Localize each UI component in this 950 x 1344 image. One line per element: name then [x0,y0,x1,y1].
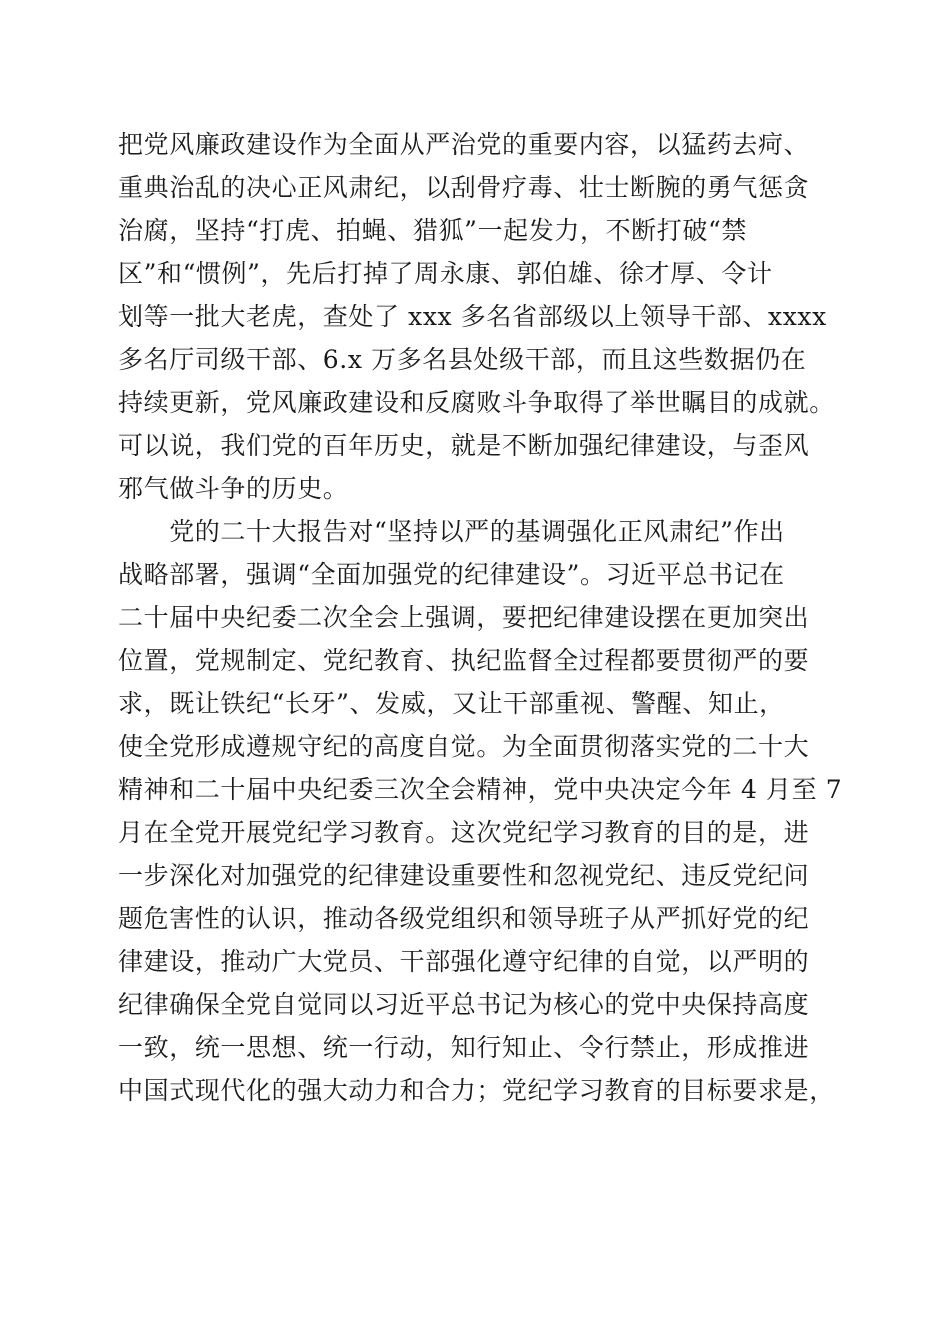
text-line: 求，既让铁纪“长牙”、发威，又让干部重视、警醒、知止， [118,689,785,718]
text-line: 划等一批大老虎，查处了 xxx 多名省部级以上领导干部、xxxx [118,302,827,331]
text-line: 精神和二十届中央纪委三次全会精神，党中央决定今年 4 月至 7 [118,775,843,804]
paragraph-2 [118,510,843,1112]
text-line: 月在全党开展党纪学习教育。这次党纪学习教育的目的是，进 [118,818,810,847]
paragraph-1 [118,123,838,510]
text-line: 纪律确保全党自觉同以习近平总书记为核心的党中央保持高度 [118,990,810,1019]
text-line: 一致，统一思想、统一行动，知行知止、令行禁止，形成推进 [118,1033,810,1062]
text-line: 多名厅司级干部、6.x 万多名县处级干部，而且这些数据仍在 [118,345,807,374]
text-line: 治腐，坚持“打虎、拍蝇、猎狐”一起发力，不断打破“禁 [118,216,747,245]
text-line: 使全党形成遵规守纪的高度自觉。为全面贯彻落实党的二十大 [118,732,810,761]
text-line: 重典治乱的决心正风肃纪，以刮骨疗毒、壮士断腕的勇气惩贪 [118,173,810,202]
text-line: 党的二十大报告对“坚持以严的基调强化正风肃纪”作出 [118,517,785,546]
text-line: 邪气做斗争的历史。 [118,474,349,503]
text-line: 二十届中央纪委二次全会上强调，要把纪律建设摆在更加突出 [118,603,810,632]
text-line: 持续更新，党风廉政建设和反腐败斗争取得了举世瞩目的成就。 [118,388,835,417]
text-line: 一步深化对加强党的纪律建设重要性和忽视党纪、违反党纪问 [118,861,810,890]
text-line: 区”和“惯例”，先后打掉了周永康、郭伯雄、徐才厚、令计 [118,259,773,288]
text-line: 位置，党规制定、党纪教育、执纪监督全过程都要贯彻严的要 [118,646,810,675]
text-line: 可以说，我们党的百年历史，就是不断加强纪律建设，与歪风 [118,431,810,460]
text-line: 战略部署，强调“全面加强党的纪律建设”。习近平总书记在 [118,560,785,589]
text-line: 题危害性的认识，推动各级党组织和领导班子从严抓好党的纪 [118,904,810,933]
document-body [118,123,843,1112]
text-line: 把党风廉政建设作为全面从严治党的重要内容，以猛药去疴、 [118,130,810,159]
text-line: 中国式现代化的强大动力和合力；党纪学习教育的目标要求是， [118,1076,835,1105]
text-line: 律建设，推动广大党员、干部强化遵守纪律的自觉，以严明的 [118,947,810,976]
